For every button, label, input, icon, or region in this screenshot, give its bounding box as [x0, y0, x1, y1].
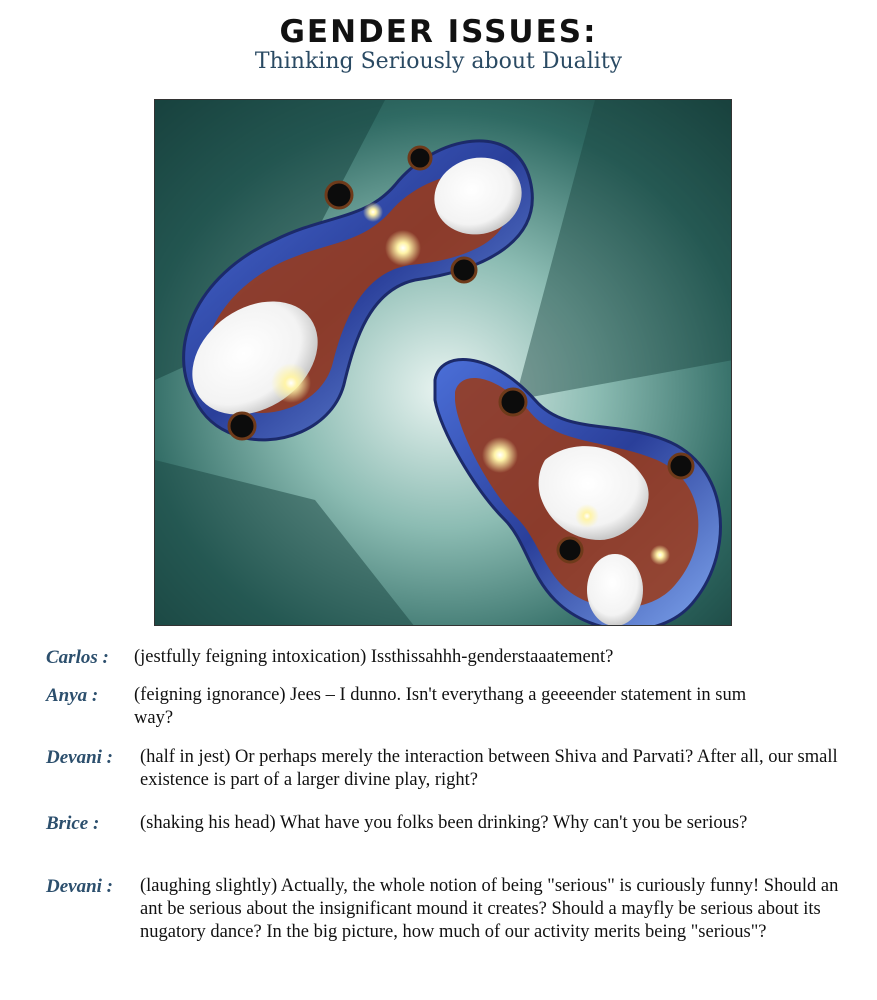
speaker-label: Brice : [46, 813, 100, 834]
fractal-illustration [154, 99, 732, 626]
dialogue-line-brice [0, 812, 877, 852]
speaker-label: Devani : [46, 876, 114, 897]
speaker-label: Carlos : [46, 647, 109, 668]
speech-text: (feigning ignorance) Jees – I dunno. Isn't everythang a geeeender statement in sum way? [134, 685, 747, 728]
dialogue-line-anya [0, 684, 877, 728]
page-title: GENDER ISSUES: [279, 14, 598, 50]
page-subtitle: Thinking Seriously about Duality [254, 49, 623, 74]
speaker-label: Anya : [46, 685, 99, 706]
dialogue-line-devani-2 [0, 875, 877, 942]
speaker-label: Devani : [46, 747, 114, 768]
dialogue-line-devani-1 [0, 746, 877, 790]
speech-text: (shaking his head) What have you folks been drinking? Why can't you be serious? [140, 813, 748, 833]
dialogue-line-carlos [0, 646, 877, 686]
speech-text: (laughing slightly) Actually, the whole notion of being "serious" is curiously funny! Should an ant be serious about the insignificant mound it creates? Should a mayfly be serious about its nugatory dance? In the big picture, how much of our activity merits being "serious"? [140, 876, 839, 942]
speech-text: (jestfully feigning intoxication) Issthissahhh-genderstaaatement? [134, 647, 614, 667]
speech-text: (half in jest) Or perhaps merely the interaction between Shiva and Parvati? After all, our small existence is part of a larger divine play, right? [140, 747, 838, 790]
